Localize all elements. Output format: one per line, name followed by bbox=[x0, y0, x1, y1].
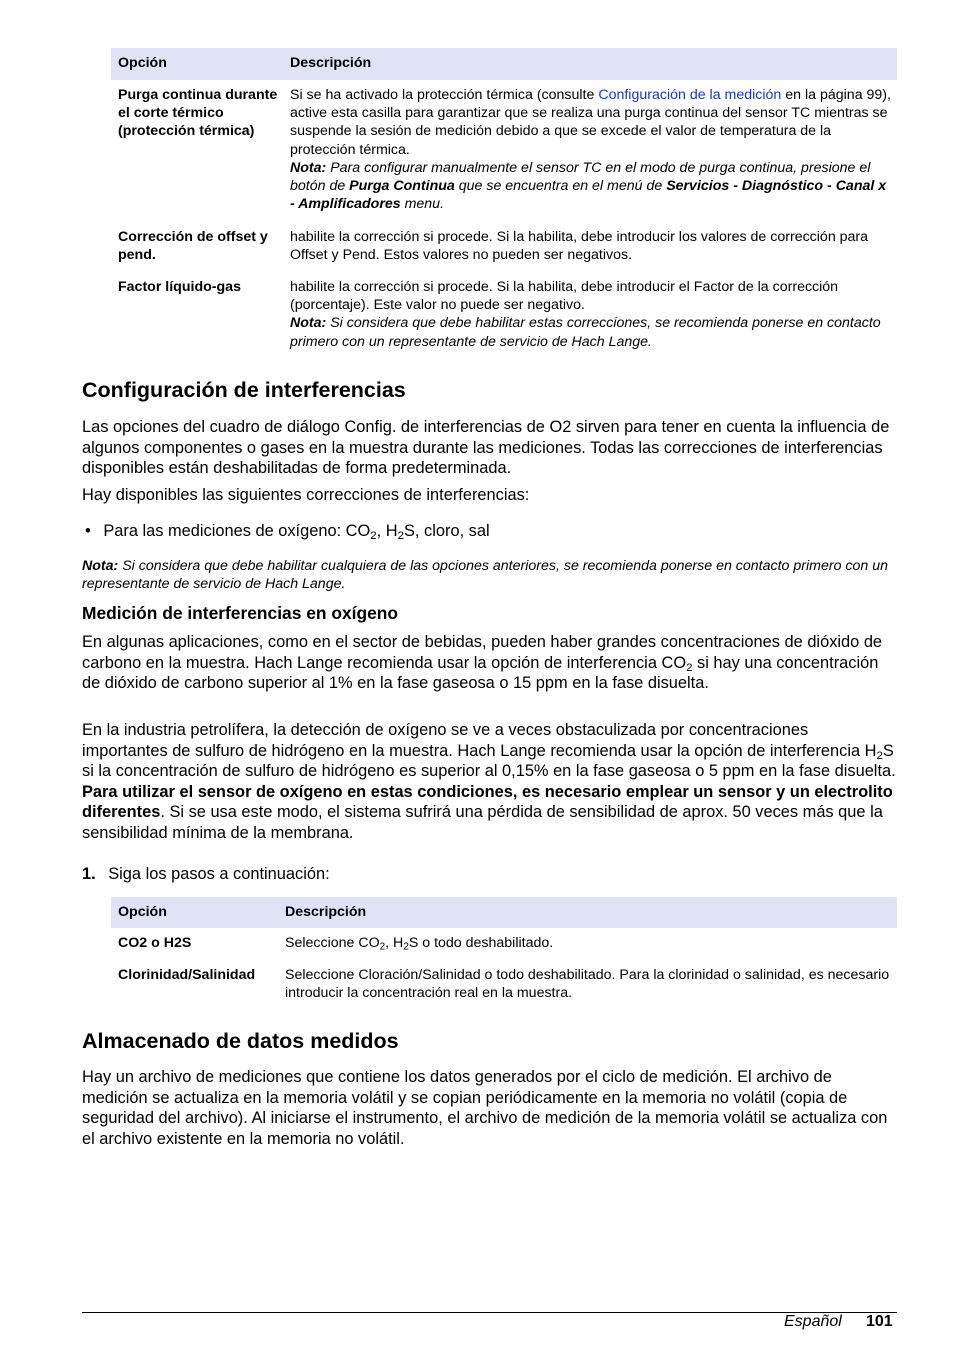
footer-rule bbox=[82, 1312, 897, 1313]
table1-row1-description bbox=[290, 86, 893, 213]
note-bold-menu: Servicios - Diagnóstico - Canal x - Amplificadores bbox=[290, 178, 887, 213]
bullet-text: Para las mediciones de oxígeno: $CO_2$, $H_2S$, cloro, sal bbox=[103, 522, 490, 542]
configuracion-medicion-link[interactable]: Configuración de la medición bbox=[598, 87, 782, 103]
note-label: Nota: bbox=[82, 558, 119, 574]
note-interferencias bbox=[82, 557, 897, 594]
table2-row2-description: Seleccione Cloración/Salinidad o todo deshabilitado. Para la clorinidad o salinidad, es necesario introducir la concentración real en la muestra. bbox=[285, 967, 890, 1002]
step-text: Siga los pasos a continuación: bbox=[108, 865, 330, 883]
table1 bbox=[111, 48, 897, 358]
table2-header-option: Opción bbox=[118, 904, 167, 920]
note-text-2: que se encuentra en el menú de bbox=[454, 178, 667, 195]
note-label: Nota: bbox=[290, 315, 327, 332]
paragraph-bebidas: En algunas aplicaciones, como en el sector de bebidas, pueden haber grandes concentraciones de dióxido de carbono en la muestra. Hach Lange recomienda usar la opción de interferencia $CO_2$ si hay una concentración de dióxido de carbono superior al 1% en la fase gaseosa o 15 ppm en la fase disuelta. bbox=[82, 633, 883, 692]
table1-header bbox=[111, 48, 897, 80]
table1-row2-option: Corrección de offset y pend. bbox=[118, 229, 268, 264]
table2-header-description: Descripción bbox=[285, 904, 367, 920]
paragraph-petrolifera: En la industria petrolífera, la detección de oxígeno se ve a veces obstaculizada por concentraciones importantes de sulfuro de hidrógeno en la muestra. Hach Lange recomienda usar la opción de interferencia $H_2S$ si la concentración de sulfuro de hidrógeno es superior al 0,15% en la fase gaseosa o 5 ppm en la fase disuelta. Para utilizar el sensor de oxígeno en estas condiciones, es necesario emplear un sensor y un electrolito diferentes. Si se usa este modo, el sistema sufrirá una pérdida de sensibilidad de aprox. 50 veces más que la sensibilidad mínima de la membrana. bbox=[82, 721, 896, 842]
note-label: Nota: bbox=[290, 159, 327, 176]
note-bold-purga: Purga Continua bbox=[349, 178, 455, 195]
table2-row2-option: Clorinidad/Salinidad bbox=[118, 967, 256, 983]
table1-row3-desc-text: habilite la corrección si procede. Si la habilita, debe introducir el Factor de la corrección (porcentaje). Este valor no puede ser negativo. bbox=[290, 279, 839, 314]
table1-row3-description bbox=[290, 278, 895, 351]
table1-row3-option: Factor líquido-gas bbox=[118, 279, 241, 295]
bullet-marker: • bbox=[85, 522, 91, 540]
step-item bbox=[82, 864, 330, 885]
table2 bbox=[111, 897, 897, 1007]
step-number: 1. bbox=[82, 865, 96, 883]
section-title-interferencias: Configuración de interferencias bbox=[82, 378, 406, 402]
page-number: 101 bbox=[866, 1313, 893, 1330]
table2-row1-description: Seleccione $CO_2$, $H_2S$ o todo deshabilitado. bbox=[285, 935, 554, 953]
paragraph-intro: Las opciones del cuadro de diálogo Config. de interferencias de O2 sirven para tener en cuenta la influencia de algunos componentes o gases en la muestra durante las mediciones. Todas las correcciones de interferencias disponibles están deshabilitadas de forma predeterminada. bbox=[82, 418, 890, 477]
table2-row1-option: CO2 o H2S bbox=[118, 935, 192, 951]
note-text: Si considera que debe habilitar estas correcciones, se recomienda ponerse en contacto primero con un representante de servicio de Hach Lange. bbox=[290, 315, 881, 350]
note-text: Para configurar manualmente el sensor TC en el modo de purga continua, presione el botón de bbox=[290, 159, 871, 195]
table1-row1-desc-text-2: en la página 99), active esta casilla para garantizar que se realiza una purga continua del sensor TC mientras se suspende la sesión de medición debido a que se excede el valor de temperatura de la protección térmica. bbox=[290, 87, 891, 158]
table1-row2-description: habilite la corrección si procede. Si la habilita, debe introducir los valores de corrección para Offset y Pend. Estos valores no pueden ser negativos. bbox=[290, 229, 869, 264]
table1-header-description: Descripción bbox=[290, 55, 372, 71]
table1-row1-desc-text: Si se ha activado la protección térmica (consulte bbox=[290, 87, 599, 103]
subsection-title: Medición de interferencias en oxígeno bbox=[82, 603, 399, 623]
note-text: Si considera que debe habilitar cualquiera de las opciones anteriores, se recomienda ponerse en contacto primero con un representante de servicio de Hach Lange. bbox=[82, 558, 889, 593]
bullet-item bbox=[85, 521, 885, 542]
paragraph-available: Hay disponibles las siguientes correcciones de interferencias: bbox=[82, 486, 530, 504]
table1-header-option: Opción bbox=[118, 55, 167, 71]
note-text-3: menu. bbox=[400, 196, 445, 213]
table1-row1-option: Purga continua durante el corte térmico (protección térmica) bbox=[118, 87, 278, 140]
paragraph-almacenado: Hay un archivo de mediciones que contiene los datos generados por el ciclo de medición. El archivo de medición se actualiza en la memoria volátil y se copian periódicamente en la memoria no volátil (copia de seguridad del archivo). Al iniciarse el instrumento, el archivo de medición de la memoria volátil se actualiza con el archivo existente en la memoria no volátil. bbox=[82, 1068, 888, 1148]
footer-language: Español bbox=[784, 1313, 842, 1330]
section-title-almacenado: Almacenado de datos medidos bbox=[82, 1029, 399, 1053]
table2-header bbox=[111, 897, 897, 928]
